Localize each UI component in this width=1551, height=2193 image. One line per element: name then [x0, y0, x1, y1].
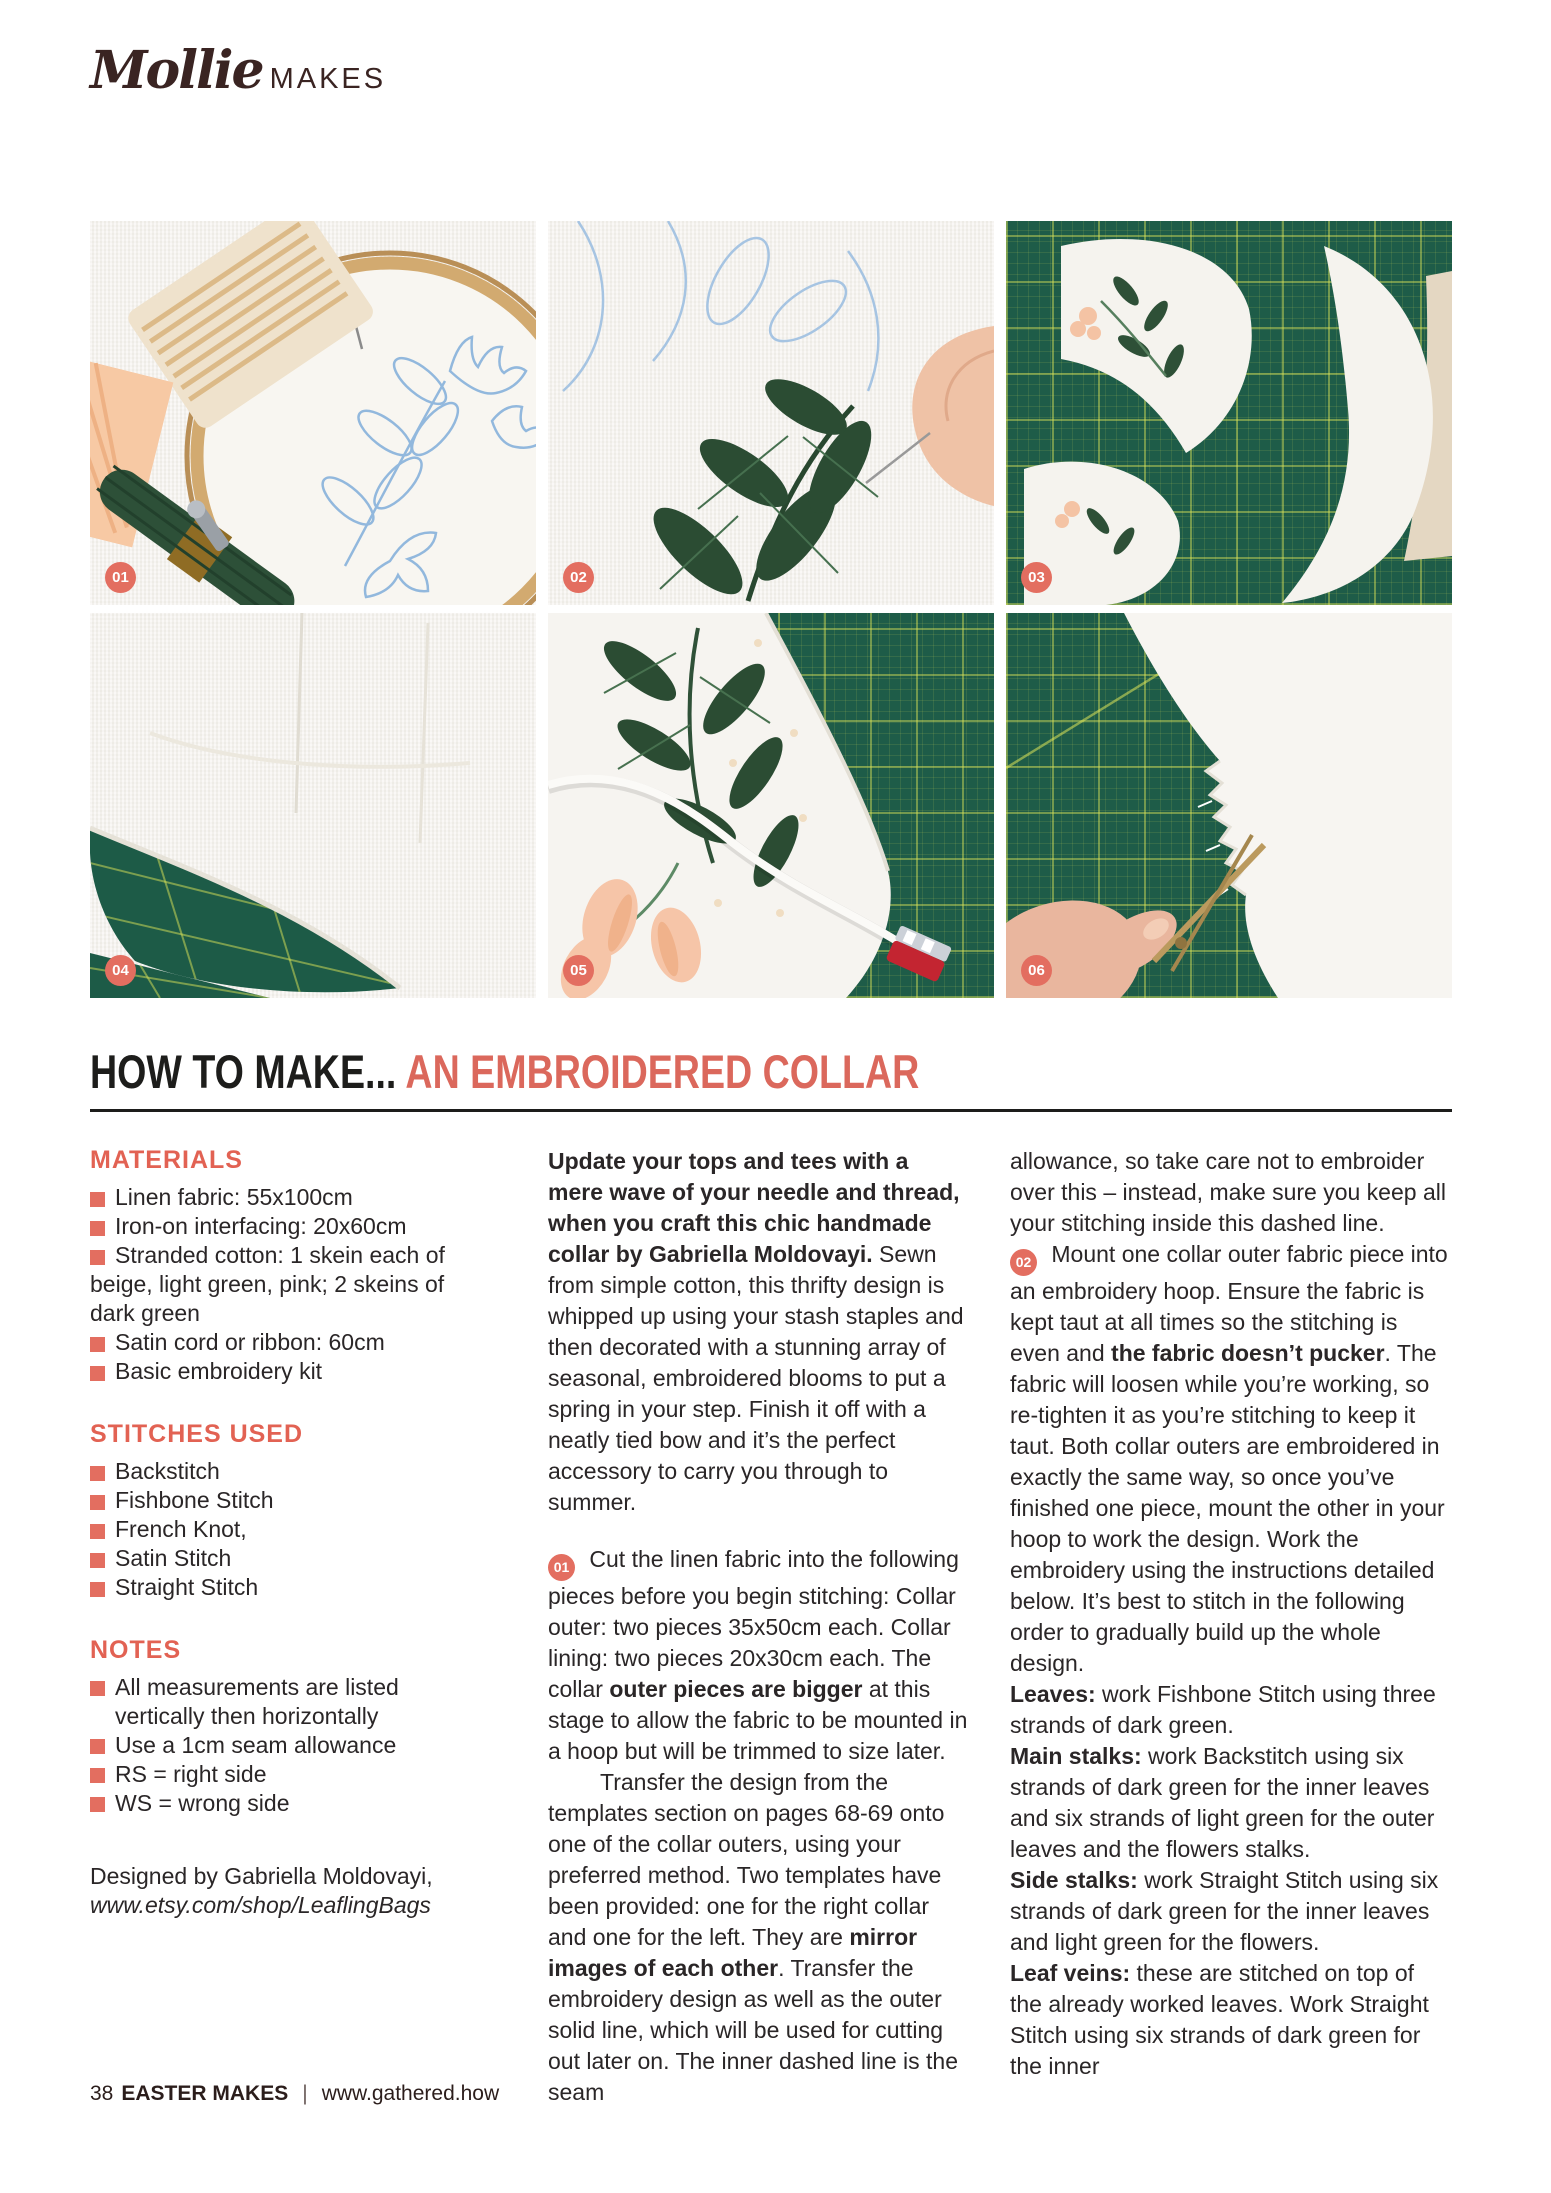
article-body — [90, 1146, 1452, 2108]
bullet-square-icon — [90, 1524, 105, 1539]
sidebar-column — [90, 1146, 468, 2108]
photo-06-illustration — [1006, 613, 1452, 998]
bullet-square-icon — [90, 1192, 105, 1207]
instructions-column — [1010, 1146, 1452, 2108]
list-item: Iron-on interfacing: 20x60cm — [90, 1212, 468, 1241]
designer-credit: Designed by Gabriella Moldovayi, www.etsy.com/shop/LeaflingBags — [90, 1863, 433, 1918]
list-item: Backstitch — [90, 1457, 468, 1486]
inline-step-badge: 01 — [548, 1554, 575, 1581]
footer-separator: | — [302, 2082, 308, 2105]
list-item: French Knot, — [90, 1515, 468, 1544]
bullet-square-icon — [90, 1495, 105, 1510]
list-item: Use a 1cm seam allowance — [90, 1731, 468, 1760]
stitches-heading: STITCHES USED — [90, 1420, 304, 1448]
list-item: Stranded cotton: 1 skein each of beige, light green, pink; 2 skeins of dark green — [90, 1242, 445, 1326]
photo-03-illustration — [1006, 221, 1452, 605]
footer-website: www.gathered.how — [321, 2082, 500, 2105]
leaf-veins-paragraph: Leaf veins: these are stitched on top of the already worked leaves. Work Straight Stitch using six strands of dark green for the inner — [1010, 1960, 1429, 2079]
list-item: Fishbone Stitch — [90, 1486, 468, 1515]
page-footer — [90, 2082, 499, 2106]
leaves-paragraph: Leaves: work Fishbone Stitch using three strands of dark green. — [1010, 1681, 1436, 1738]
bullet-square-icon — [90, 1768, 105, 1783]
magazine-section-name: EASTER MAKES — [121, 2082, 289, 2105]
photo-step-02 — [548, 221, 994, 605]
logo-script-text: Mollie — [90, 40, 263, 101]
photo-step-01 — [90, 221, 536, 605]
bullet-square-icon — [90, 1681, 105, 1696]
transfer-paragraph: Transfer the design from the templates section on pages 68-69 onto one of the collar outers, using your preferred method. Two templates have been provided: one for the right collar and one for the left. They are mirror images of each other. Transfer the embroidery design as well as the outer solid line, which will be used for cutting out later on. The inner dashed line is the seam — [548, 1769, 959, 2105]
article-title-subject: AN EMBROIDERED COLLAR — [396, 1045, 920, 1098]
photo-badge-03: 03 — [1021, 562, 1052, 593]
step-photo-grid — [90, 221, 1452, 998]
photo-05-illustration — [548, 613, 994, 998]
article-title-prefix: HOW TO MAKE... — [90, 1045, 397, 1098]
main-stalks-paragraph: Main stalks: work Backstitch using six strands of dark green for the inner leaves and six strands of light green for the outer leaves and the flowers stalks. — [1010, 1743, 1435, 1862]
bullet-square-icon — [90, 1337, 105, 1352]
photo-04-illustration — [90, 613, 536, 998]
bullet-square-icon — [90, 1797, 105, 1812]
title-divider-rule — [90, 1109, 1452, 1112]
list-item: WS = wrong side — [90, 1789, 468, 1818]
photo-step-05 — [548, 613, 994, 998]
logo-suffix-text: MAKES — [269, 63, 387, 95]
stitches-section — [90, 1420, 468, 1602]
bullet-square-icon — [90, 1221, 105, 1236]
bullet-square-icon — [90, 1739, 105, 1754]
bullet-square-icon — [90, 1250, 105, 1265]
list-item: Satin Stitch — [90, 1544, 468, 1573]
materials-heading: MATERIALS — [90, 1146, 243, 1174]
step-01-paragraph: 01 Cut the linen fabric into the following pieces before you begin stitching: Collar outer: two pieces 35x50cm each. Collar lining: two pieces 20x30cm each. The collar outer pieces are bigger at this stage to allow the fabric to be mounted in a hoop but will be trimmed to size later. — [548, 1546, 968, 1764]
photo-02-illustration — [548, 221, 994, 605]
side-stalks-paragraph: Side stalks: work Straight Stitch using six strands of dark green for the inner leaves and light green for the flowers. — [1010, 1867, 1439, 1955]
step-02-paragraph: 02 Mount one collar outer fabric piece into an embroidery hoop. Ensure the fabric is kept taut at all times so the stitching is even and the fabric doesn’t pucker. The fabric will loosen while you’re working, so re-tighten it as you’re stitching to keep it taut. Both collar outers are embroidered in exactly the same way, so once you’ve finished one piece, mount the other in your hoop to work the design. Work the embroidery using the instructions detailed below. It’s best to stitch in the following order to gradually build up the whole design. — [1010, 1241, 1448, 1676]
bullet-square-icon — [90, 1466, 105, 1481]
photo-badge-01: 01 — [105, 562, 136, 593]
list-item: RS = right side — [90, 1760, 468, 1789]
photo-step-03 — [1006, 221, 1452, 605]
photo-01-illustration — [90, 221, 536, 605]
list-item: Straight Stitch — [90, 1573, 468, 1602]
materials-list — [90, 1183, 468, 1386]
list-item: Basic embroidery kit — [90, 1357, 468, 1386]
page-number: 38 — [90, 2082, 114, 2105]
seam-allowance-paragraph: allowance, so take care not to embroider over this – instead, make sure you keep all your stitching inside this dashed line. — [1010, 1148, 1446, 1236]
photo-badge-04: 04 — [105, 955, 136, 986]
intro-paragraph: Update your tops and tees with a mere wave of your needle and thread, when you craft this chic handmade collar by Gabriella Moldovayi. Sewn from simple cotton, this thrifty design is whipped up using your stash staples and then decorated with a stunning array of seasonal, embroidered blooms to put a spring in your step. Finish it off with a neatly tied bow and it’s the perfect accessory to carry you through to summer. — [548, 1148, 964, 1515]
mollie-makes-logo — [90, 40, 386, 101]
photo-step-06 — [1006, 613, 1452, 998]
list-item: All measurements are listed vertically then horizontally — [90, 1673, 468, 1731]
photo-step-04 — [90, 613, 536, 998]
photo-badge-06: 06 — [1021, 955, 1052, 986]
bullet-square-icon — [90, 1553, 105, 1568]
materials-section — [90, 1146, 468, 1386]
list-item: Linen fabric: 55x100cm — [90, 1183, 468, 1212]
stitches-list — [90, 1457, 468, 1602]
bullet-square-icon — [90, 1582, 105, 1597]
list-item: Satin cord or ribbon: 60cm — [90, 1328, 468, 1357]
bullet-square-icon — [90, 1366, 105, 1381]
notes-list — [90, 1673, 468, 1818]
notes-section — [90, 1636, 468, 1818]
photo-badge-05: 05 — [563, 955, 594, 986]
notes-heading: NOTES — [90, 1636, 182, 1664]
inline-step-badge: 02 — [1010, 1249, 1037, 1276]
photo-badge-02: 02 — [563, 562, 594, 593]
intro-column — [548, 1146, 968, 2108]
article-title — [90, 1044, 919, 1099]
